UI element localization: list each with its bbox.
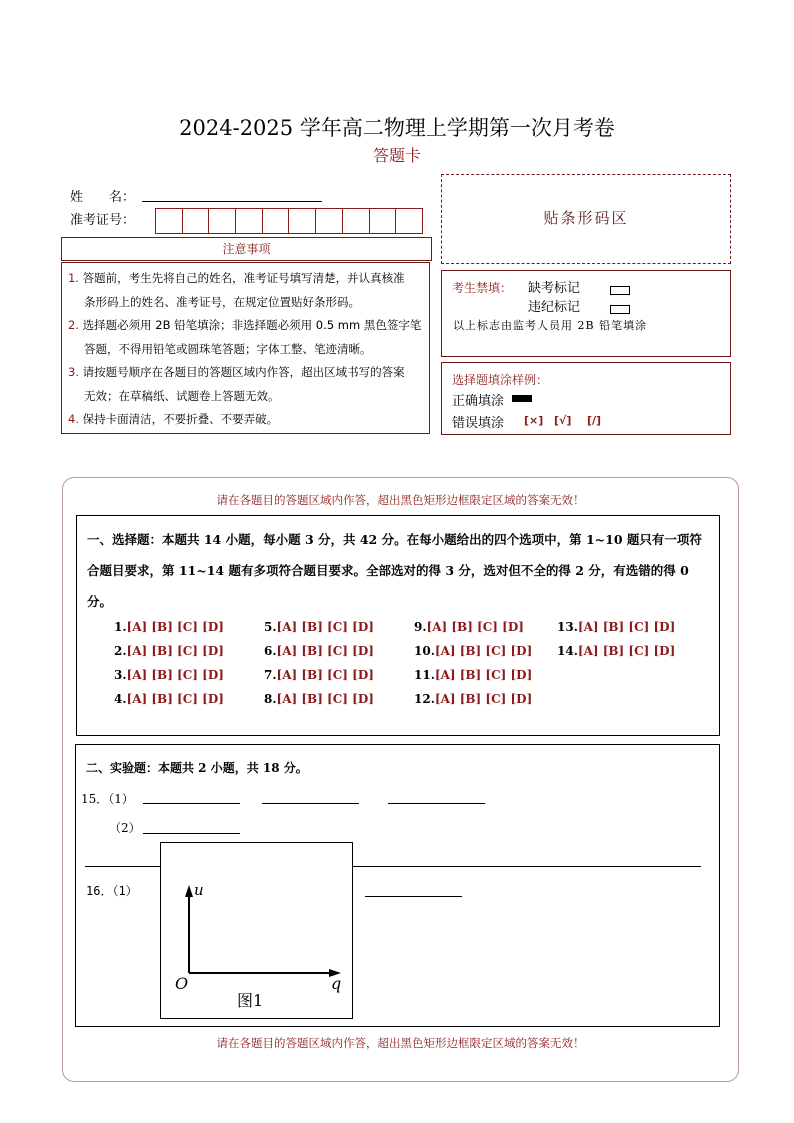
question-2[interactable]: 2.[A] [B] [C] [D] <box>114 644 224 658</box>
notice-item-cont: 无效；在草稿纸、试题卷上答题无效。 <box>84 388 280 403</box>
question-11[interactable]: 11.[A] [B] [C] [D] <box>414 668 533 682</box>
absent-label: 缺考标记 <box>528 281 581 296</box>
y-axis-label: u <box>194 881 204 899</box>
notice-item: 2. 选择题必须用 2B 铅笔填涂；非选择题必须用 0.5 mm 黑色签字笔 <box>68 318 422 332</box>
id-cell[interactable] <box>396 209 422 233</box>
page-subtitle: 答题卡 <box>372 146 421 165</box>
wrong-mark-check: [√] <box>554 414 572 427</box>
id-cell[interactable] <box>316 209 343 233</box>
id-cell[interactable] <box>289 209 316 233</box>
proctor-label: 考生禁填： <box>452 281 513 295</box>
question-8[interactable]: 8.[A] [B] [C] [D] <box>264 692 374 706</box>
x-axis-label: q <box>331 974 342 993</box>
id-cell[interactable] <box>370 209 397 233</box>
question-12[interactable]: 12.[A] [B] [C] [D] <box>414 692 533 706</box>
question-1[interactable]: 1.[A] [B] [C] [D] <box>114 620 224 634</box>
q15-1-answer-b[interactable] <box>262 803 359 804</box>
notice-box <box>61 262 430 434</box>
id-cell[interactable] <box>343 209 370 233</box>
notice-item: 3. 请按题号顺序在各题目的答题区域内作答，超出区域书写的答案 <box>68 365 405 379</box>
notice-item: 4. 保持卡面清洁，不要折叠、不要弄破。 <box>68 412 279 426</box>
id-number-grid[interactable] <box>155 208 423 234</box>
section-multiple-choice <box>76 515 720 736</box>
absent-mark[interactable] <box>610 280 630 299</box>
violation-label: 违纪标记 <box>528 300 581 315</box>
id-cell[interactable] <box>236 209 263 233</box>
q15-2-answer[interactable] <box>143 833 240 834</box>
sample-title: 选择题填涂样例： <box>452 373 549 387</box>
question-3[interactable]: 3.[A] [B] [C] [D] <box>114 668 224 682</box>
id-cell[interactable] <box>183 209 210 233</box>
question-13[interactable]: 13.[A] [B] [C] [D] <box>557 620 676 634</box>
id-cell[interactable] <box>209 209 236 233</box>
question-9[interactable]: 9.[A] [B] [C] [D] <box>414 620 524 634</box>
section1-description: 一、选择题：本题共 14 小题，每小题 3 分，共 42 分。在每小题给出的四个选项中，第 1~10 题只有一项符合题目要求，第 11~14 题有多项符合题目要求。全部选对的得 3 分，选对但不全的得 2 分，有选错的得 0 分。 <box>87 532 702 609</box>
q15-1-answer-c[interactable] <box>388 803 485 804</box>
figure-caption: 图1 <box>237 991 264 1010</box>
question-6[interactable]: 6.[A] [B] [C] [D] <box>264 644 374 658</box>
q16-1-answer[interactable] <box>365 896 462 897</box>
q15-2-label: （2） <box>109 821 141 835</box>
wrong-mark-x: [×] <box>524 414 544 427</box>
id-cell[interactable] <box>263 209 290 233</box>
question-7[interactable]: 7.[A] [B] [C] [D] <box>264 668 374 682</box>
q15-1-answer-a[interactable] <box>143 803 240 804</box>
warning-top: 请在各题目的答题区域内作答，超出黑色矩形边框限定区域的答案无效！ <box>216 493 585 507</box>
warning-bottom: 请在各题目的答题区域内作答，超出黑色矩形边框限定区域的答案无效！ <box>216 1036 585 1050</box>
wrong-mark-slash: [/] <box>587 414 602 427</box>
proctor-note: 以上标志由监考人员用 2B 铅笔填涂 <box>453 319 648 332</box>
proctor-only-box <box>441 270 731 357</box>
id-cell[interactable] <box>156 209 183 233</box>
name-label: 姓 名： <box>70 190 136 205</box>
correct-label: 正确填涂 <box>452 394 505 409</box>
notice-item: 1. 答题前，考生先将自己的姓名，准考证号填写清楚，并认真核准 <box>68 271 405 285</box>
fill-sample-box <box>441 362 731 435</box>
notice-title: 注意事项 <box>61 237 432 261</box>
barcode-area: 贴条形码区 <box>441 174 731 264</box>
question-4[interactable]: 4.[A] [B] [C] [D] <box>114 692 224 706</box>
notice-item-cont: 条形码上的姓名、准考证号，在规定位置贴好条形码。 <box>84 294 360 309</box>
question-5[interactable]: 5.[A] [B] [C] [D] <box>264 620 374 634</box>
question-14[interactable]: 14.[A] [B] [C] [D] <box>557 644 676 658</box>
page-title: 2024-2025 学年高二物理上学期第一次月考卷 <box>179 116 615 140</box>
notice-item-cont: 答题，不得用铅笔或圆珠笔答题；字体工整、笔迹清晰。 <box>84 341 372 356</box>
question-10[interactable]: 10.[A] [B] [C] [D] <box>414 644 533 658</box>
name-field[interactable] <box>142 200 322 202</box>
origin-label: O <box>175 974 189 993</box>
id-label: 准考证号： <box>70 213 136 228</box>
filled-mark-icon <box>512 395 532 402</box>
q16-label: 16．（1） <box>86 884 138 898</box>
figure-1 <box>160 842 353 1019</box>
wrong-label: 错误填涂 <box>452 416 505 431</box>
q15-label: 15．（1） <box>81 792 134 806</box>
violation-mark[interactable] <box>610 299 630 318</box>
section2-description: 二、实验题：本题共 2 小题，共 18 分。 <box>86 761 308 775</box>
